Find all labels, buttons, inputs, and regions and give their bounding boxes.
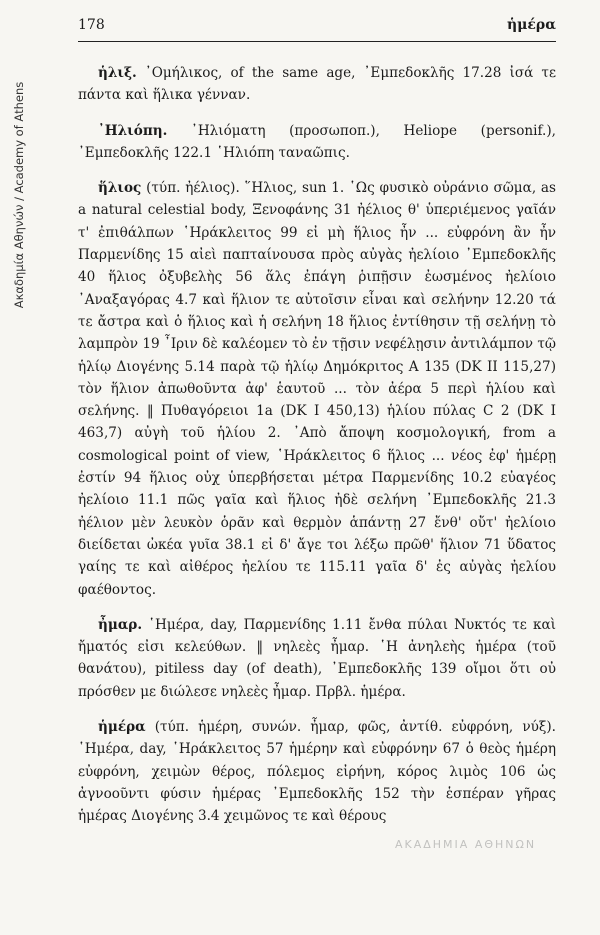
entry-body: (τύπ. ἠέλιος). ῞Ηλιος, sun 1. ῾Ως φυσικὸ οὐράνιο σῶμα, as a natural celestial body, Ξενοφάνης 31 ἠέλιος θ' ὑπεριέμενος γαῖάν τ' ἐπιθάλπων ῾Ηράκλειτος 99 εἰ μὴ ἥλιος ἦν ... εὐφρόνη ἂν ἦν Παρμενίδης 15 αἰεὶ παπταίνουσα πρὸς αὐγὰς ἠελίοιο ᾿Εμπεδοκλῆς 40 ἥλιος ὀξυβελὴς 56 ἅλς ἐπάγη ῥιπῇσιν ἐωσμένος ἠελίοιο ᾿Αναξαγόρας 4.7 καὶ ἥλιον τε αὐτοῖσιν εἶναι καὶ σελήνην 12.20 τά τε ἄστρα καὶ ὁ ἥλιος καὶ ἡ σελήνη 18 ἥλιος ἐντίθησιν τῇ σελήνῃ τὸ λαμπρὸν 19 ῏Ιριν δὲ καλέομεν τὸ ἐν τῇσιν νεφέλῃσιν ἀντιλάμπον τῷ ἡλίῳ Διογένης 5.14 παρὰ τῷ ἡλίῳ Δημόκριτος A 135 (DK II 115,27) τὸν ἥλιον ἀπωθοῦντα ἀφ' ἑαυτοῦ ... τὸν ἀέρα 5 περὶ ἡλίου καὶ σελήνης. ‖ Πυθαγόρειοι 1a (DK I 450,13) ἡλίου πύλας C 2 (DK I 463,7) αὐγὴ τοῦ ἡλίου 2. ᾿Απὸ ἄποψη κοσμολογική, from a cosmological point of view, ῾Ηράκλειτος 6 ἥλιος ... νέος ἐφ' ἡμέρῃ ἐστίν 94 ἥλιος οὐχ ὑπερβήσεται μέτρα Παρμενίδης 10.2 εὐαγέος ἠελίοιο 11.1 πῶς γαῖα καὶ ἥλιος ἠδὲ σελήνη ᾿Εμπεδοκλῆς 21.3 ἠέλιον μὲν λευκὸν ὁρᾶν καὶ θερμὸν ἁπάντῃ 27 ἔνθ' οὔτ' ἠελίοιο διείδεται ὠκέα γυῖα 38.1 εἰ δ' ἄγε τοι λέξω πρῶθ' ἥλιον 71 ὕδατος γαίης τε καὶ αἰθέρος ἠελίου τε 115.11 γαῖα δ' ἐς αὐγὰς ἠελίου φαέθοντος. — [78, 180, 556, 598]
entry-heliope — [78, 120, 556, 165]
dictionary-text — [78, 62, 556, 841]
entry-headword: ἡμέρα — [98, 719, 146, 736]
entry-paragraph — [78, 62, 556, 107]
entry-paragraph — [78, 177, 556, 601]
entry-headword: ἡλιξ. — [98, 65, 137, 81]
header-rule — [78, 41, 556, 42]
academy-watermark: ΑΚΑΔΗΜΙΑ ΑΘΗΝΩΝ — [395, 838, 537, 851]
entry-body: ᾿Ομήλικος, of the same age, ᾿Εμπεδοκλῆς 17.28 ἰσά τε πάντα καὶ ἥλικα γένναν. — [78, 65, 556, 104]
entry-hemera — [78, 716, 556, 827]
sidebar-label: Ακαδημία Αθηνών / Academy of Athens — [12, 81, 27, 309]
running-head — [78, 17, 556, 39]
entry-body: ῾Ημέρα, day, Παρμενίδης 1.11 ἔνθα πύλαι Νυκτός τε καὶ ἤματός εἰσι κελεύθων. ‖ νηλεὲς ἦμαρ. ῾Η ἀνηλεὴς ἡμέρα (τοῦ θανάτου), pitiless day (of death), ᾿Εμπεδοκλῆς 139 οἴμοι ὅτι οὐ πρόσθεν με διώλεσε νηλεὲς ἦμαρ. Πρβλ. ἡμέρα. — [78, 616, 556, 700]
entry-paragraph — [78, 716, 556, 827]
entry-body: (τύπ. ἡμέρη, συνών. ἦμαρ, φῶς, ἀντίθ. εὐφρόνη, νύξ). ῾Ημέρα, day, ῾Ηράκλειτος 57 ἡμέρην καὶ εὐφρόνην 67 ὁ θεὸς ἡμέρη εὐφρόνη, χειμὼν θέρος, πόλεμος εἰρήνη, κόρος λιμὸς 106 ὡς ἀγνοοῦντι φύσιν ἡμέρας ᾿Εμπεδοκλῆς 152 τὴν ἑσπέραν γῆρας ἡμέρας Διογένης 3.4 χειμῶνος τε καὶ θέρους — [78, 719, 556, 825]
page-number: 178 — [78, 17, 105, 33]
sidebar-watermark — [4, 30, 34, 360]
entry-paragraph — [78, 614, 556, 703]
entry-emar — [78, 614, 556, 703]
entry-paragraph — [78, 120, 556, 165]
entry-helix — [78, 62, 556, 107]
entry-helios — [78, 177, 556, 601]
entry-body: ᾿Ηλιόματη (προσωποπ.), Heliope (personif.), ᾿Εμπεδοκλῆς 122.1 ῾Ηλιόπη ταναῶπις. — [78, 122, 556, 161]
running-headword: ἡμέρα — [506, 17, 556, 33]
entry-headword: ἦμαρ. — [98, 616, 143, 633]
entry-headword: ἥλιος — [98, 180, 142, 197]
entry-headword: ᾿Ηλιόπη. — [98, 122, 168, 139]
